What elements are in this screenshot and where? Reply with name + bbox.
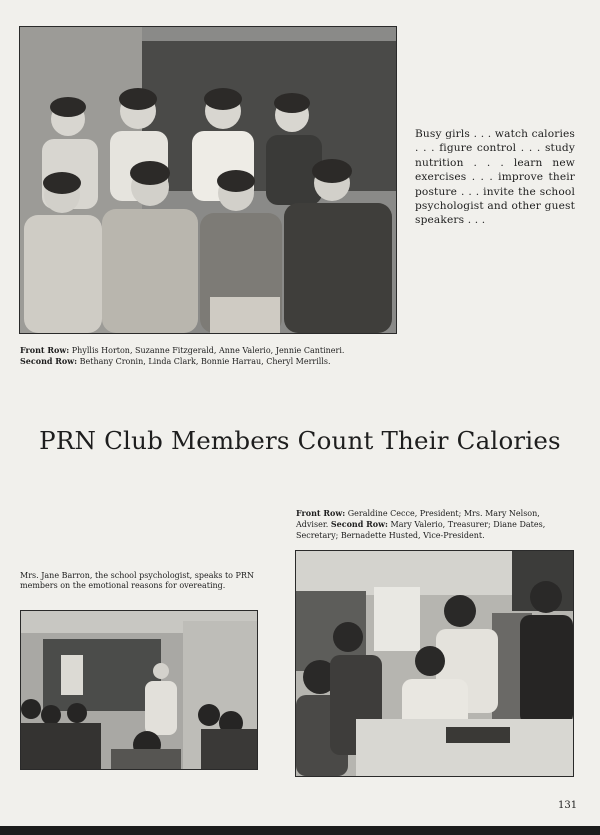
intro-text: Busy girls . . . watch calories . . . figure control . . . study nutrition . . . learn new exercises . . . improve their posture . . . invite the school psychologist and other guest speakers . . .	[415, 128, 575, 227]
officers-photo	[295, 550, 574, 777]
officers-second-label: Second Row:	[330, 519, 388, 529]
group-photo-caption	[20, 345, 400, 367]
psychologist-photo	[20, 610, 258, 770]
page-bottom-edge	[0, 826, 600, 835]
second-row-label: Second Row:	[20, 356, 78, 366]
officers-second-text: Mary Valerio, Treasurer; Diane Dates, Secretary; Bernadette Husted, Vice-President.	[296, 520, 546, 540]
second-row-names: Bethany Cronin, Linda Clark, Bonnie Harrau, Cheryl Merrills.	[79, 357, 331, 366]
group-photo	[19, 26, 397, 334]
page-number: 131	[558, 800, 578, 811]
headline: PRN Club Members Count Their Calories	[39, 426, 561, 455]
front-row-names: Phyllis Horton, Suzanne Fitzgerald, Anne Valerio, Jennie Cantineri.	[71, 346, 345, 355]
officers-front-text: Geraldine Cecce, President; Mrs. Mary Nelson, Adviser.	[296, 509, 540, 529]
front-row-label: Front Row:	[20, 345, 70, 355]
officers-front-label: Front Row:	[296, 508, 346, 518]
officers-caption	[296, 508, 572, 541]
psychologist-caption: Mrs. Jane Barron, the school psychologist, speaks to PRN members on the emotional reasons for overeating.	[20, 571, 254, 590]
